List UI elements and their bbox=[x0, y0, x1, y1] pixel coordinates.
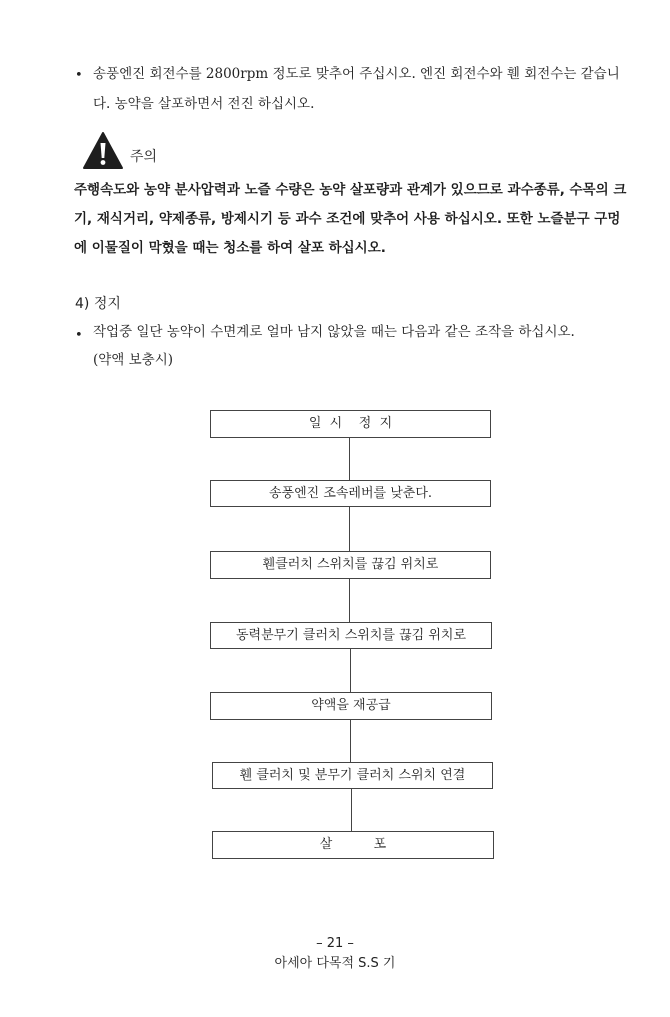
caution-line-3: 에 이물질이 막혔을 때는 청소를 하여 살포 하십시오. bbox=[74, 240, 386, 256]
intro-line-1: 송풍엔진 회전수를 2800rpm 정도로 맞추어 주십시오. 엔진 회전수와 휀 회전수는 같습니 bbox=[93, 66, 620, 82]
flow-step-spray: 살 포 bbox=[212, 831, 494, 859]
flow-connector bbox=[350, 649, 351, 692]
caution-line-2: 기, 재식거리, 약제종류, 방제시기 등 과수 조건에 맞추어 사용 하십시오. 또한 노즐분구 구멍 bbox=[74, 211, 621, 227]
bullet-dot: • bbox=[75, 328, 83, 343]
caution-label: 주의 bbox=[130, 149, 158, 165]
flow-step-clutch-connect: 휀 클러치 및 분무기 클러치 스위치 연결 bbox=[212, 762, 493, 789]
flow-step-fan-clutch-off: 휀클러치 스위치를 끊김 위치로 bbox=[210, 551, 491, 579]
section-line-2: (약액 보충시) bbox=[93, 352, 174, 368]
flow-connector bbox=[351, 789, 352, 831]
footer-title: 아세아 다목적 S.S 기 bbox=[274, 956, 396, 971]
flow-connector bbox=[349, 507, 350, 551]
intro-line-2: 다. 농약을 살포하면서 전진 하십시오. bbox=[93, 96, 315, 112]
bullet-dot: • bbox=[75, 68, 83, 83]
flow-step-pause: 일 시 정 지 bbox=[210, 410, 491, 438]
warning-triangle-icon bbox=[82, 131, 124, 171]
flow-step-lower-lever: 송풍엔진 조속레버를 낮춘다. bbox=[210, 480, 491, 507]
section-heading: 4) 정지 bbox=[75, 296, 121, 312]
caution-line-1: 주행속도와 농약 분사압력과 노즐 수량은 농약 살포량과 관계가 있으므로 과수종류, 수목의 크 bbox=[74, 182, 627, 198]
page-number: – 21 – bbox=[316, 936, 354, 951]
flow-step-sprayer-clutch-off: 동력분무기 클러치 스위치를 끊김 위치로 bbox=[210, 622, 492, 649]
flow-step-refill: 약액을 재공급 bbox=[210, 692, 492, 720]
flow-connector bbox=[349, 579, 350, 622]
flow-connector bbox=[350, 720, 351, 762]
flow-connector bbox=[349, 438, 350, 480]
section-line-1: 작업중 일단 농약이 수면계로 얼마 남지 않았을 때는 다음과 같은 조작을 하십시오. bbox=[93, 324, 575, 340]
